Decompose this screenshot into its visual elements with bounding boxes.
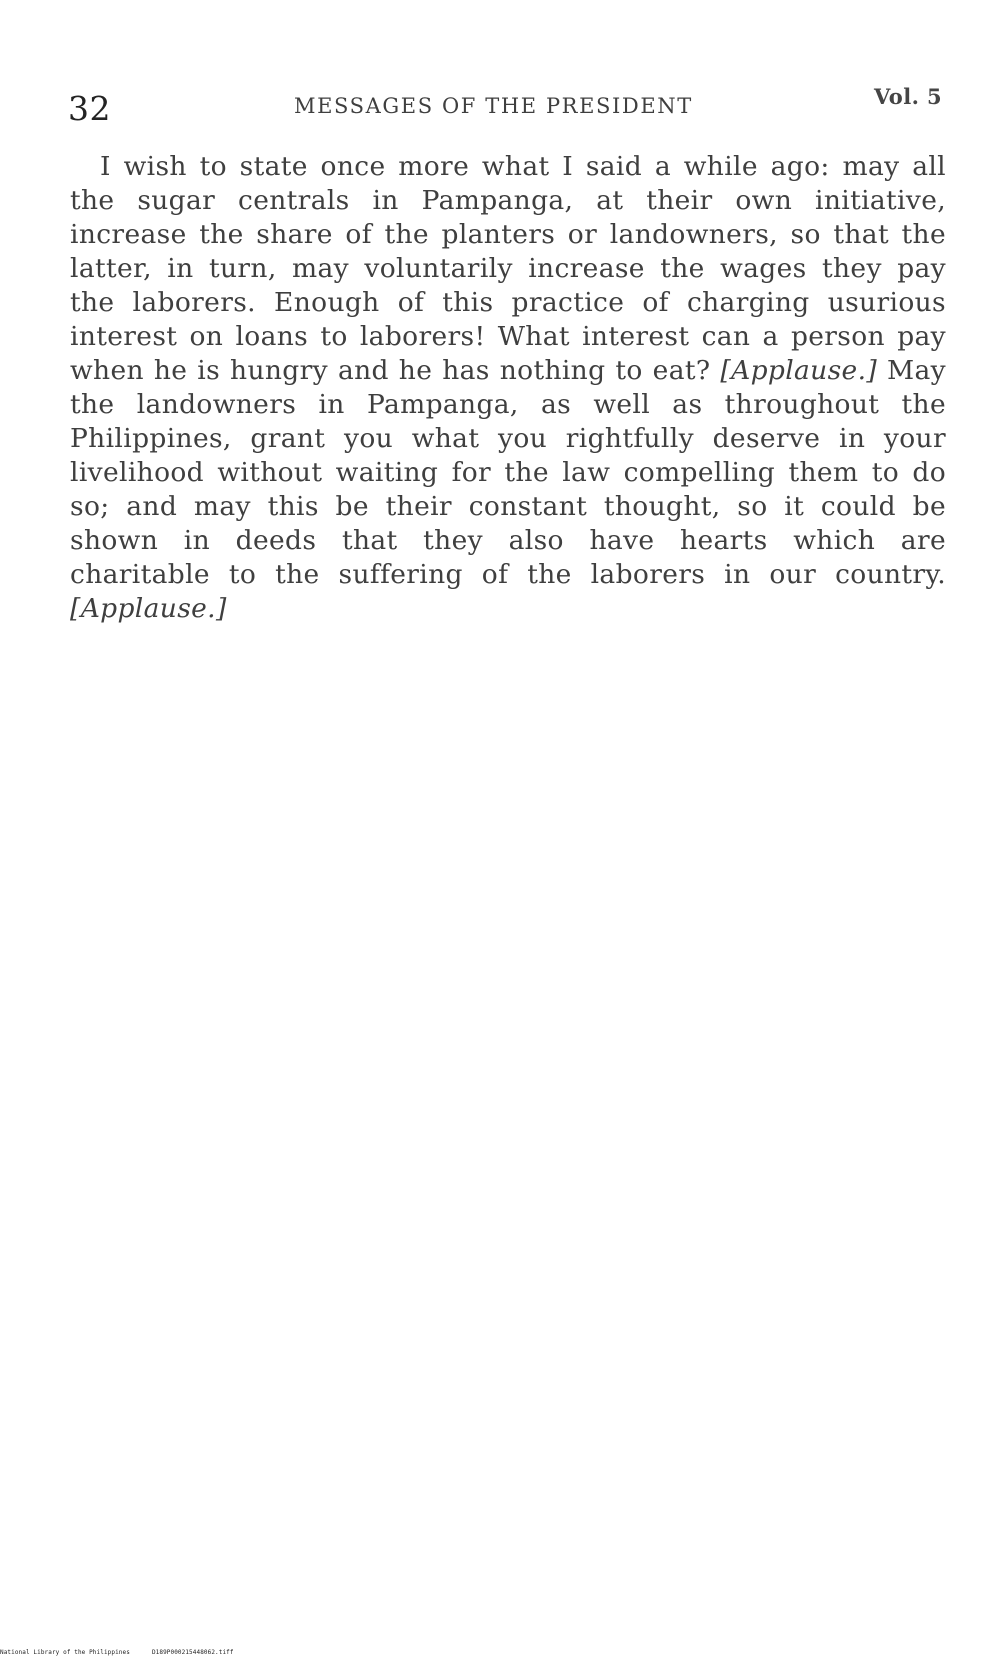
body-paragraph [70, 150, 946, 626]
body-text-segment: I wish to state once more what I said a while ago: may all the sugar centrals in Pampanga, at their own initiative, increase the share of the planters or landowners, so that the latter, in turn, may voluntarily increase the wages they pay the laborers. Enough of this practice of charging usurious interest on loans to laborers! What interest can a person pay when he is hungry and he has nothing to eat? [70, 151, 946, 386]
scan-footer [0, 1649, 234, 1656]
page-number: 32 [68, 89, 111, 128]
file-identifier: D189P000215448062.tiff [151, 1649, 234, 1656]
running-head: MESSAGES OF THE PRESIDENT [294, 94, 693, 118]
body-text-segment: May the landowners in Pampanga, as well as throughout the Philippines, grant you what you rightfully deserve in your livelihood without waiting for the law compelling them to do so; and may this be their constant thought, so it could be shown in deeds that they also have hearts which are charitable to the suffering of the laborers in our country. [70, 355, 946, 590]
library-credit: National Library of the Philippines [0, 1649, 130, 1656]
applause-note: [Applause.] [70, 593, 227, 624]
applause-note: [Applause.] [720, 355, 878, 386]
volume-label: Vol. 5 [874, 84, 942, 109]
